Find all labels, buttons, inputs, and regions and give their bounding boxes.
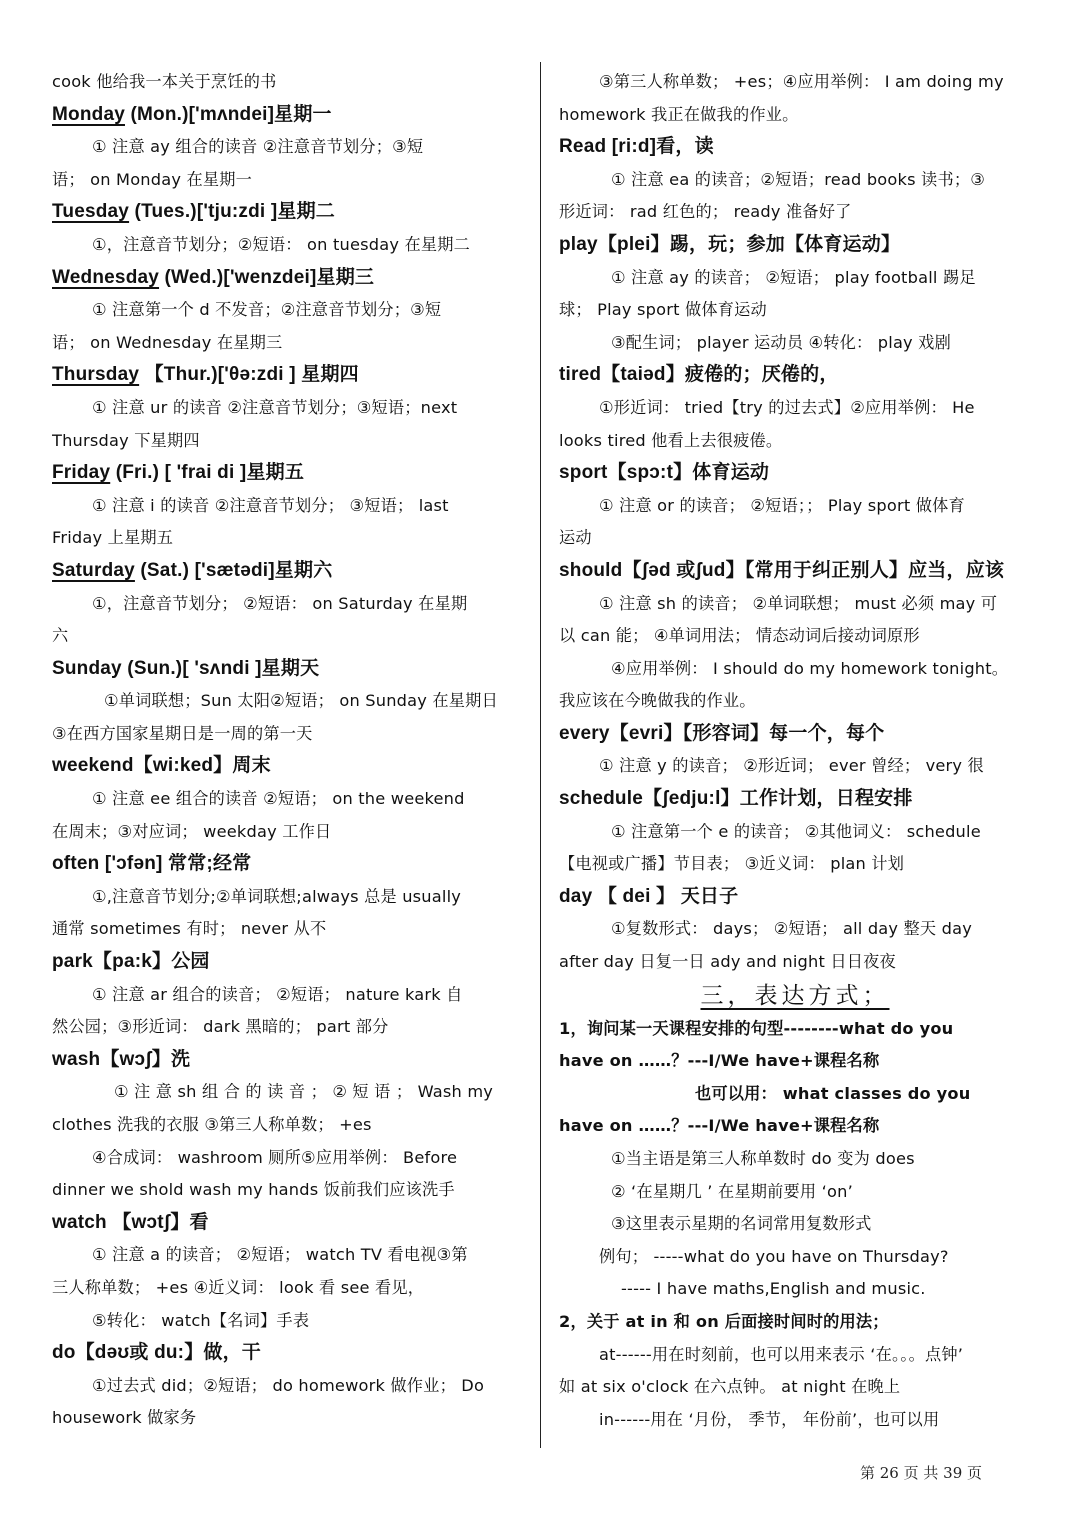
headword-detail: park【pa:k】公园 [52,951,210,973]
text-line: ① 注意 i 的读音 ②注意音节划分； ③短语； last [92,495,449,515]
text-line: ③这里表示星期的名词常用复数形式 [611,1214,872,1234]
vocab-headword-line [52,1207,524,1240]
text-line: looks tired 他看上去很疲倦。 [559,430,783,450]
text-line: ① 注意 a 的读音； ②短语； watch TV 看电视③第 [92,1245,468,1265]
headword-detail: Sunday (Sun.)[ 'sʌndi ]星期天 [52,657,320,679]
vocab-headword-line [52,262,524,295]
headword: Saturday [52,559,135,581]
vocab-headword-line [559,555,1031,588]
headword-detail: do【dəʊ或 du:】做，干 [52,1342,262,1364]
vocab-headword-line [559,131,1031,164]
headword-detail: Read [ri:d]看，读 [559,136,714,158]
headword-detail: sport【spɔ:t】体育运动 [559,462,770,484]
headword: Monday [52,103,125,125]
vocab-headword-line [52,653,524,686]
bold-line: have on ……？---I/We have+课程名称 [559,1116,880,1136]
text-line: 我应该在今晚做我的作业。 [559,691,756,711]
headword-detail: wash【wɔʃ】洗 [52,1048,191,1070]
text-line: 语； on Monday 在星期一 [52,169,253,189]
text-line: ④合成词： washroom 厕所⑤应用举例： Before [92,1147,458,1167]
headword-detail: often ['ɔfən] 常常;经常 [52,853,252,875]
headword-detail: should【ʃəd 或ʃud】【常用于纠正别人】应当，应该 [559,559,1005,581]
text-line: ① 注意 y 的读音； ②形近词； ever 曾经； very 很 [599,756,984,776]
text-line: 语； on Wednesday 在星期三 [52,332,283,352]
headword: Wednesday [52,266,160,288]
text-line: ② ‘在星期几 ’ 在星期前要用 ‘on’ [611,1181,853,1201]
headword: Friday [52,462,111,484]
vocab-headword-line [52,1044,524,1077]
text-line: ----- I have maths,English and music. [621,1279,926,1299]
text-line: ① 注 意 sh 组 合 的 读 音 ； ② 短 语 ； Wash my [114,1082,494,1102]
text-line: ① 注意第一个 e 的读音； ②其他词义： schedule [611,821,981,841]
headword-detail: (Mon.)['mʌndei]星期一 [124,103,332,125]
text-line: ①单词联想；Sun 太阳②短语； on Sunday 在星期日 [104,691,498,711]
text-line: dinner we shold wash my hands 饭前我们应该洗手 [52,1180,455,1200]
bold-line: have on ……？---I/We have+课程名称 [559,1051,880,1071]
bold-line: 1，询问某一天课程安排的句型--------what do you [559,1018,954,1038]
text-line: ①形近词： tried【try 的过去式】②应用举例： He [599,397,975,417]
headword-detail: (Sat.) ['sætədi]星期六 [134,559,333,581]
text-line: ① 注意 or 的读音； ②短语；； Play sport 做体育 [599,495,965,515]
text-line: 运动 [559,528,592,548]
text-line: 以 can 能； ④单词用法； 情态动词后接动词原形 [559,626,920,646]
text-line: 六 [52,626,69,646]
text-line: ①当主语是第三人称单数时 do 变为 does [611,1149,915,1168]
text-line: ① 注意第一个 d 不发音；②注意音节划分；③短 [92,300,442,320]
headword-detail: (Wed.)['wenzdei]星期三 [159,266,375,288]
section-title-text: 三，表达方式； [700,982,890,1009]
bold-line: 也可以用： what classes do you [695,1083,971,1103]
text-line: ① 注意 ay 的读音； ②短语； play football 踢足 [611,267,976,287]
vocab-headword-line [559,359,1031,392]
headword-detail: tired【taiəd】疲倦的；厌倦的， [559,364,839,386]
text-line: 球； Play sport 做体育运动 [559,300,767,320]
text-line: Thursday 下星期四 [52,430,200,450]
section-title [559,979,1031,1013]
vocab-headword-line [52,196,524,229]
headword-detail: play【plei】踢，玩；参加【体育运动】 [559,233,901,255]
text-line: 通常 sometimes 有时； never 从不 [52,919,327,939]
headword: Thursday [52,364,140,386]
text-line: in------用在 ‘月份， 季节， 年份前’，也可以用 [599,1409,940,1429]
vocab-headword-line [52,848,524,881]
text-line: 在周末；③对应词； weekday 工作日 [52,821,332,841]
text-line: 例句； -----what do you have on Thursday? [599,1246,949,1266]
headword-detail: day 【 dei 】 天日子 [559,885,739,907]
text-line: ③在西方国家星期日是一周的第一天 [52,723,313,743]
vocab-headword-line [559,457,1031,490]
page-footer: 第 26 页 共 39 页 [860,1464,983,1482]
text-line: ① 注意 ea 的读音；②短语；read books 读书；③ [611,169,985,189]
headword-detail: watch 【wɔtʃ】看 [52,1211,209,1233]
text-line: housework 做家务 [52,1408,197,1428]
vocab-headword-line [52,99,524,132]
text-line: ③第三人称单数； +es；④应用举例： I am doing my [599,72,1004,91]
text-line: 形近词： rad 红色的； ready 准备好了 [559,202,852,222]
text-line: clothes 洗我的衣服 ③第三人称单数； +es [52,1115,372,1134]
text-line: ①复数形式： days； ②短语； all day 整天 day [611,919,973,939]
text-line: cook 他给我一本关于烹饪的书 [52,72,277,91]
headword: Tuesday [52,201,130,223]
text-line: ① 注意 sh 的读音； ②单词联想； must 必须 may 可 [599,593,998,613]
vocab-headword-line [52,750,524,783]
right-column [559,66,1031,1436]
vocab-headword-line [52,555,524,588]
text-line: 【电视或广播】节目表； ③近义词： plan 计划 [559,854,905,874]
vocab-headword-line [52,359,524,392]
text-line: 三人称单数； +es ④近义词： look 看 see 看见， [52,1277,425,1297]
text-line: homework 我正在做我的作业。 [559,104,799,124]
headword-detail: every【evri】【形容词】每一个，每个 [559,722,885,744]
text-line: ④应用举例： I should do my homework tonight。 [611,658,1009,678]
headword-detail: schedule【ʃedju:l】工作计划，日程安排 [559,788,913,810]
left-column [52,66,524,1435]
text-line: ① 注意 ar 组合的读音； ②短语； nature kark 自 [92,984,463,1004]
text-line: ③配生词； player 运动员 ④转化： play 戏剧 [611,332,951,352]
vocab-headword-line [559,229,1031,262]
vocab-headword-line [559,783,1031,816]
text-line: ①，注意音节划分； ②短语： on Saturday 在星期 [92,593,468,613]
text-line: at------用在时刻前，也可以用来表示 ‘在。。。点钟’ [599,1344,964,1364]
text-line: ①，注意音节划分；②短语： on tuesday 在星期二 [92,234,471,254]
headword-detail: weekend【wi:ked】周末 [52,755,271,777]
vocab-headword-line [52,1337,524,1370]
vocab-headword-line [559,718,1031,751]
text-line: ①过去式 did；②短语； do homework 做作业； Do [92,1375,485,1395]
text-line: ① 注意 ur 的读音 ②注意音节划分；③短语；next [92,397,458,417]
text-line: ①,注意音节划分;②单词联想;always 总是 usually [92,886,462,906]
text-line: Friday 上星期五 [52,528,174,548]
headword-detail: 【Thur.)['θə:zdi ] 星期四 [139,364,359,386]
text-line: ① 注意 ee 组合的读音 ②短语； on the weekend [92,789,465,809]
headword-detail: (Tues.)['tju:zdi ]星期二 [129,201,336,223]
text-line: ⑤转化： watch【名词】手表 [92,1310,310,1330]
text-line: after day 日复一日 ady and night 日日夜夜 [559,952,896,972]
text-line: 如 at six o'clock 在六点钟。 at night 在晚上 [559,1377,901,1397]
vocab-headword-line [52,946,524,979]
column-divider [540,62,541,1448]
headword-detail: (Fri.) [ 'frai di ]星期五 [110,462,305,484]
vocab-headword-line [52,457,524,490]
vocab-headword-line [559,881,1031,914]
text-line: 然公园；③形近词： dark 黑暗的； part 部分 [52,1017,389,1037]
text-line: ① 注意 ay 组合的读音 ②注意音节划分；③短 [92,137,424,157]
bold-line: 2，关于 at in 和 on 后面接时间时的用法； [559,1311,889,1331]
